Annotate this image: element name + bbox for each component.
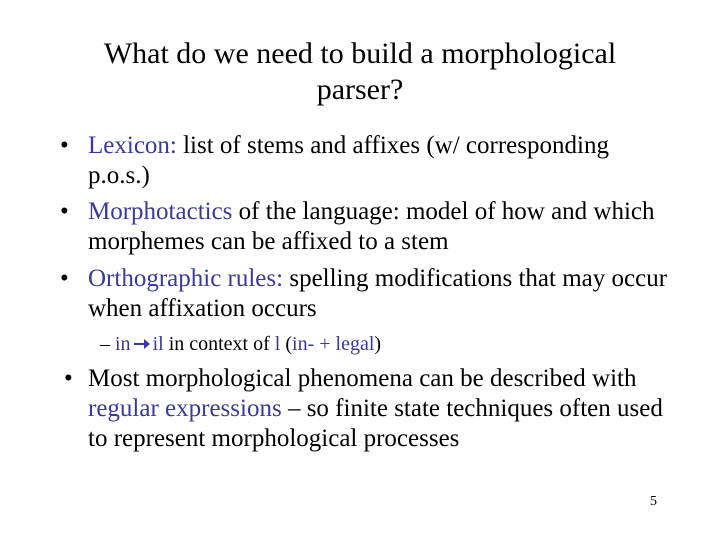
bullet-dot: • [60, 132, 69, 159]
term-morphotactics: Morphotactics [88, 198, 233, 225]
right-arrow-icon [133, 338, 151, 350]
bullet-text: spelling modifications that may occur when affixation occurs [88, 265, 668, 322]
example-to: il [152, 333, 164, 355]
bullet-dot: • [60, 265, 69, 292]
slide-title: What do we need to build a morphological parser? [103, 37, 617, 106]
example-letter: l [274, 333, 281, 355]
bullet-dot: • [64, 365, 73, 392]
term-regular-expressions: regular expressions [88, 395, 282, 422]
page-number: 5 [650, 494, 657, 509]
bullet-lexicon [60, 131, 670, 191]
example-from: in [115, 333, 131, 355]
example-word: in- + legal [292, 333, 375, 355]
bullet-orthographic [60, 264, 670, 324]
term-orthographic-rules: Orthographic rules: [88, 265, 284, 292]
term-lexicon: Lexicon: [88, 132, 177, 159]
bullet-text: list of stems and affixes (w/ corresponding p.o.s.) [88, 132, 609, 189]
bullet-morphotactics [60, 197, 670, 257]
sub-bullet-dash: – [100, 333, 110, 355]
sub-bullet-example: – in il in context of l (in- + legal) [100, 333, 382, 355]
bullet-regular-expressions [60, 364, 670, 454]
bullet-text: – so finite state techniques often used to represent morphological processes [88, 395, 663, 452]
bullet-text: Most morphological phenomena can be described with [88, 365, 637, 392]
bullet-text: of the language: model of how and which morphemes can be affixed to a stem [88, 198, 655, 255]
bullet-dot: • [60, 198, 69, 225]
